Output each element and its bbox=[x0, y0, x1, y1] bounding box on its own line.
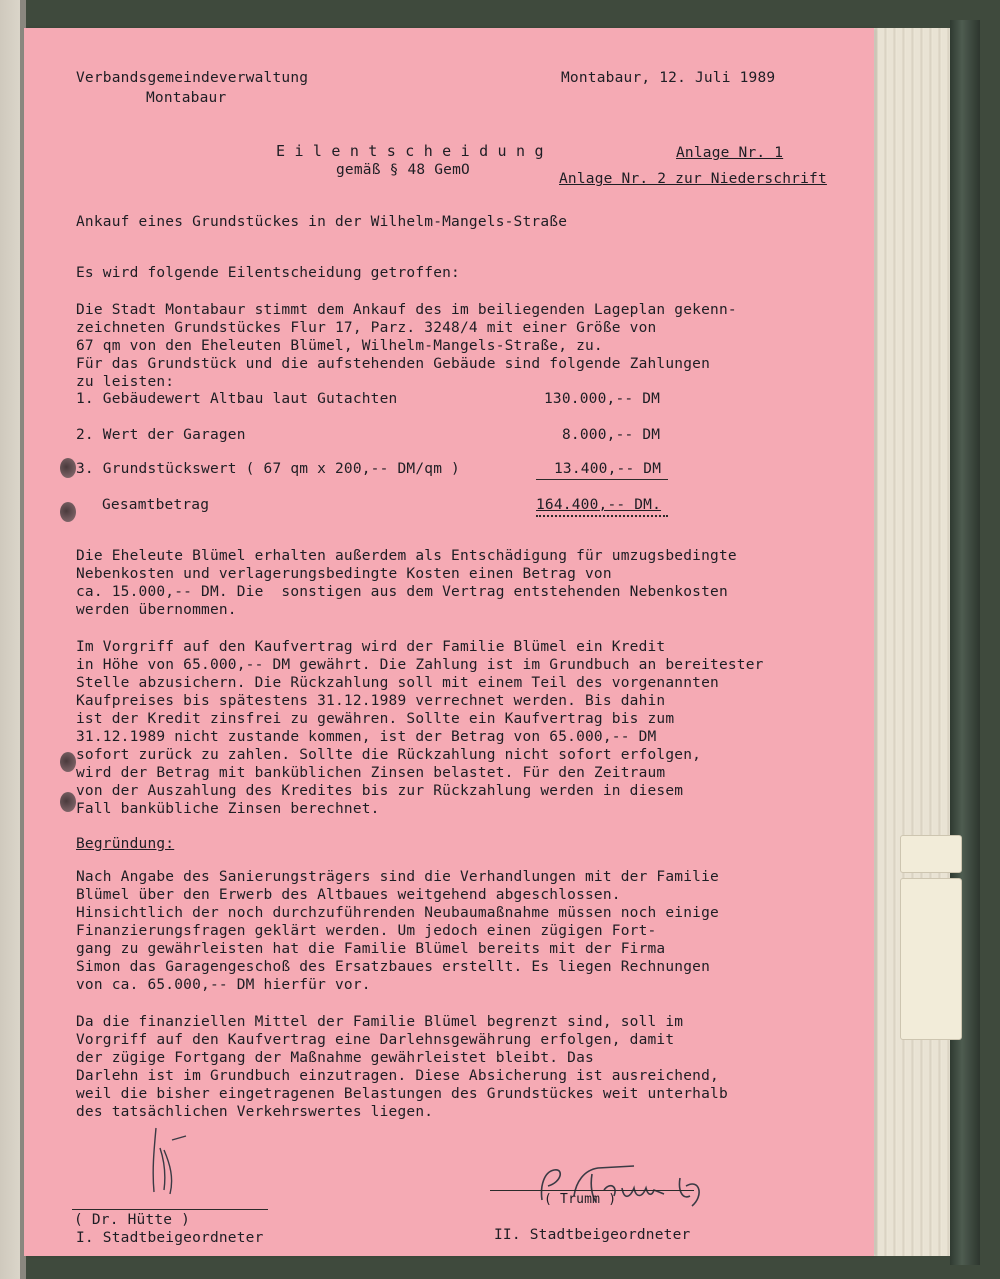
reason-heading: Begründung: bbox=[76, 836, 175, 852]
reason-line: von ca. 65.000,-- DM hierfür vor. bbox=[76, 977, 371, 993]
signature-left bbox=[134, 1120, 204, 1200]
reason-line: Nach Angabe des Sanierungsträgers sind die Verhandlungen mit der Familie bbox=[76, 869, 719, 885]
signer-left-name: ( Dr. Hütte ) bbox=[74, 1212, 191, 1228]
authority-name: Verbandsgemeindeverwaltung bbox=[76, 70, 309, 86]
compensation-line: ca. 15.000,-- DM. Die sonstigen aus dem Vertrag entstehenden Nebenkosten bbox=[76, 584, 728, 600]
credit-line: Im Vorgriff auf den Kaufvertrag wird der Familie Blümel ein Kredit bbox=[76, 639, 666, 655]
signature-line-left bbox=[72, 1209, 268, 1210]
compensation-line: Nebenkosten und verlagerungsbedingte Kosten einen Betrag von bbox=[76, 566, 612, 582]
page-stack bbox=[868, 28, 962, 1256]
place-date: Montabaur, 12. Juli 1989 bbox=[561, 70, 776, 86]
reason-line: der zügige Fortgang der Maßnahme gewährleistet bleibt. Das bbox=[76, 1050, 594, 1066]
credit-line: 31.12.1989 nicht zustande kommen, ist der Betrag von 65.000,-- DM bbox=[76, 729, 657, 745]
total-label: Gesamtbetrag bbox=[102, 497, 210, 513]
payment-amount: 13.400,-- DM bbox=[554, 461, 662, 477]
punch-hole bbox=[60, 458, 76, 478]
credit-line: wird der Betrag mit banküblichen Zinsen belastet. Für den Zeitraum bbox=[76, 765, 666, 781]
signer-right-title: II. Stadtbeigeordneter bbox=[494, 1227, 691, 1243]
reason-line: des tatsächlichen Verkehrswertes liegen. bbox=[76, 1104, 434, 1120]
credit-line: ist der Kredit zinsfrei zu gewähren. Sollte ein Kaufvertrag bis zum bbox=[76, 711, 675, 727]
decision-line: zu leisten: bbox=[76, 374, 175, 390]
reason-line: Vorgriff auf den Kaufvertrag eine Darlehnsgewährung erfolgen, damit bbox=[76, 1032, 675, 1048]
decision-line: Für das Grundstück und die aufstehenden Gebäude sind folgende Zahlungen bbox=[76, 356, 711, 372]
payment-amount: 8.000,-- DM bbox=[562, 427, 661, 443]
compensation-line: Die Eheleute Blümel erhalten außerdem als Entschädigung für umzugsbedingte bbox=[76, 548, 737, 564]
index-tab bbox=[900, 835, 962, 873]
subject-line: Ankauf eines Grundstückes in der Wilhelm-Mangels-Straße bbox=[76, 214, 568, 230]
binder-cover bbox=[950, 20, 980, 1265]
annex-number-2: Anlage Nr. 2 zur Niederschrift bbox=[559, 171, 827, 187]
credit-line: von der Auszahlung des Kredites bis zur Rückzahlung werden in diesem bbox=[76, 783, 684, 799]
legal-basis: gemäß § 48 GemO bbox=[336, 162, 470, 178]
reason-line: weil die bisher eingetragenen Belastungen des Grundstückes weit unterhalb bbox=[76, 1086, 728, 1102]
decision-line: zeichneten Grundstückes Flur 17, Parz. 3248/4 mit einer Größe von bbox=[76, 320, 657, 336]
reason-line: Finanzierungsfragen geklärt werden. Um jedoch einen zügigen Fort- bbox=[76, 923, 657, 939]
payment-amount: 130.000,-- DM bbox=[544, 391, 661, 407]
document-title: E i l e n t s c h e i d u n g bbox=[276, 142, 544, 160]
payment-label: 1. Gebäudewert Altbau laut Gutachten bbox=[76, 391, 398, 407]
payment-label: 2. Wert der Garagen bbox=[76, 427, 246, 443]
document-sheet bbox=[24, 28, 874, 1256]
total-amount: 164.400,-- DM. bbox=[536, 497, 662, 513]
credit-line: Stelle abzusichern. Die Rückzahlung soll mit einem Teil des vorgenannten bbox=[76, 675, 719, 691]
total-double-rule bbox=[536, 515, 668, 517]
punch-hole bbox=[60, 752, 76, 772]
intro-line: Es wird folgende Eilentscheidung getroffen: bbox=[76, 265, 460, 281]
annex-number-1: Anlage Nr. 1 bbox=[676, 145, 784, 161]
decision-line: Die Stadt Montabaur stimmt dem Ankauf des im beiliegenden Lageplan gekenn- bbox=[76, 302, 737, 318]
index-tab bbox=[900, 878, 962, 1040]
authority-town: Montabaur bbox=[146, 90, 227, 106]
reason-line: Simon das Garagengeschoß des Ersatzbaues erstellt. Es liegen Rechnungen bbox=[76, 959, 711, 975]
reason-line: gang zu gewährleisten hat die Familie Blümel bereits mit der Firma bbox=[76, 941, 666, 957]
reason-line: Blümel über den Erwerb des Altbaues weitgehend abgeschlossen. bbox=[76, 887, 621, 903]
credit-line: sofort zurück zu zahlen. Sollte die Rückzahlung nicht sofort erfolgen, bbox=[76, 747, 702, 763]
credit-line: in Höhe von 65.000,-- DM gewährt. Die Zahlung ist im Grundbuch an bereitester bbox=[76, 657, 764, 673]
credit-line: Fall bankübliche Zinsen berechnet. bbox=[76, 801, 380, 817]
credit-line: Kaufpreises bis spätestens 31.12.1989 verrechnet werden. Bis dahin bbox=[76, 693, 666, 709]
reason-line: Darlehn ist im Grundbuch einzutragen. Diese Absicherung ist ausreichend, bbox=[76, 1068, 719, 1084]
signer-left-title: I. Stadtbeigeordneter bbox=[76, 1230, 264, 1246]
reason-line: Da die finanziellen Mittel der Familie Blümel begrenzt sind, soll im bbox=[76, 1014, 684, 1030]
compensation-line: werden übernommen. bbox=[76, 602, 237, 618]
signer-right-name: ( Trumm ) bbox=[544, 1192, 617, 1207]
subtotal-rule bbox=[536, 479, 668, 480]
punch-hole bbox=[60, 502, 76, 522]
reason-line: Hinsichtlich der noch durchzuführenden Neubaumaßnahme müssen noch einige bbox=[76, 905, 719, 921]
decision-line: 67 qm von den Eheleuten Blümel, Wilhelm-Mangels-Straße, zu. bbox=[76, 338, 603, 354]
punch-hole bbox=[60, 792, 76, 812]
payment-label: 3. Grundstückswert ( 67 qm x 200,-- DM/qm ) bbox=[76, 461, 460, 477]
